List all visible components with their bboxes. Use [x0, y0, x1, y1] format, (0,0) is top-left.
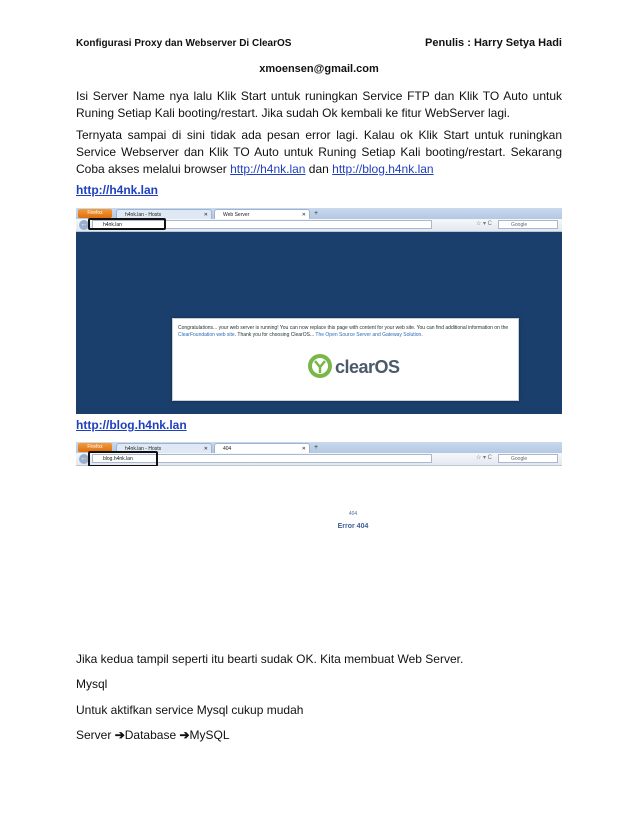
tab-web-server[interactable]	[214, 209, 310, 219]
welcome-card	[172, 318, 519, 401]
paragraph-5: Untuk aktifkan service Mysql cukup mudah	[76, 703, 304, 717]
browser-screenshot-blog	[76, 442, 562, 602]
clearos-logo-text: clearOS	[335, 357, 400, 377]
firefox-menu-button[interactable]: Firefox	[78, 443, 112, 452]
gateway-solution-link[interactable]: The Open Source Server and Gateway Solution	[315, 332, 422, 338]
paragraph-mysql: Mysql	[76, 677, 108, 691]
menu-path	[76, 727, 562, 744]
link-h4nk[interactable]: http://h4nk.lan	[230, 162, 306, 176]
close-icon[interactable]: ✕	[301, 446, 306, 452]
tab-web-server-label: Web Server	[223, 212, 250, 218]
paragraph-2	[76, 127, 562, 178]
arrow-right-icon: ➔	[179, 728, 190, 742]
tab-hosts-label: h4nk.lan - Hosts	[125, 212, 162, 218]
paragraph-2-text: Ternyata sampai di sini tidak ada pesan error lagi. Kalau ok Klik Start untuk runingkan Service Webserver dan Klik TO Auto untuk Runing Setiap Kali booting/restart. Sekarang Coba akses melalui browser	[76, 128, 562, 176]
page-content-area	[76, 232, 562, 414]
tab-hosts-label: h4nk.lan - Hosts	[125, 446, 162, 452]
path-server: Server	[76, 728, 112, 742]
header-author: Penulis : Harry Setya Hadi	[425, 37, 562, 49]
nav-bar	[76, 219, 562, 232]
search-input[interactable]	[498, 454, 558, 463]
link-blog-h4nk[interactable]: http://blog.h4nk.lan	[332, 162, 434, 176]
section-link-blog[interactable]: http://blog.h4nk.lan	[76, 418, 187, 432]
error-code: 404	[348, 511, 358, 517]
welcome-text-2: . Thank you for choosing ClearOS...	[234, 332, 316, 338]
reload-star-icons[interactable]: ☆ ▾ C	[475, 221, 492, 227]
paragraph-2-mid: dan	[305, 162, 333, 176]
address-url: blog.h4nk.lan	[103, 456, 133, 462]
close-icon[interactable]: ✕	[203, 446, 208, 452]
firefox-menu-button[interactable]: Firefox	[78, 209, 112, 218]
welcome-text-end: .	[421, 332, 423, 338]
path-database: Database	[124, 728, 177, 742]
clearos-logo-icon	[307, 353, 333, 379]
paragraph-3: Jika kedua tampil seperti itu bearti sudak OK. Kita membuat Web Server.	[76, 652, 464, 666]
nav-bar	[76, 453, 562, 466]
close-icon[interactable]: ✕	[203, 212, 208, 218]
tab-404-label: 404	[223, 446, 232, 452]
welcome-message	[178, 325, 513, 339]
close-icon[interactable]: ✕	[301, 212, 306, 218]
tab-404[interactable]	[214, 443, 310, 453]
back-arrow-icon[interactable]: ←	[80, 455, 88, 462]
highlight-box	[88, 451, 158, 467]
paragraph-1: Isi Server Name nya lalu Klik Start untuk runingkan Service FTP dan Klik TO Auto untuk Runing Setiap Kali booting/restart. Jika sudah Ok kembali ke fitur WebServer lagi.	[76, 89, 562, 120]
highlight-box	[88, 218, 166, 230]
arrow-right-icon: ➔	[114, 728, 125, 742]
search-placeholder: Google	[511, 456, 528, 462]
error-title: Error 404	[337, 523, 369, 530]
reload-star-icons[interactable]: ☆ ▾ C	[475, 455, 492, 461]
path-mysql: MySQL	[189, 728, 230, 742]
section-link-h4nk[interactable]: http://h4nk.lan	[76, 183, 158, 197]
author-email: xmoensen@gmail.com	[259, 63, 379, 75]
search-placeholder: Google	[511, 222, 528, 228]
browser-screenshot-h4nk	[76, 208, 562, 414]
search-input[interactable]	[498, 220, 558, 229]
page-content-area	[76, 466, 562, 602]
header-title: Konfigurasi Proxy dan Webserver Di ClearOS	[76, 38, 292, 49]
clearfoundation-link[interactable]: ClearFoundation web site	[178, 332, 235, 338]
new-tab-icon[interactable]: +	[314, 210, 319, 217]
back-arrow-icon[interactable]: ←	[80, 221, 88, 228]
address-url: h4nk.lan	[103, 222, 122, 228]
new-tab-icon[interactable]: +	[314, 444, 319, 451]
welcome-text: Congratulations... your web server is running! You can now replace this page with content for your web site. You can find additional information on the	[178, 325, 509, 331]
